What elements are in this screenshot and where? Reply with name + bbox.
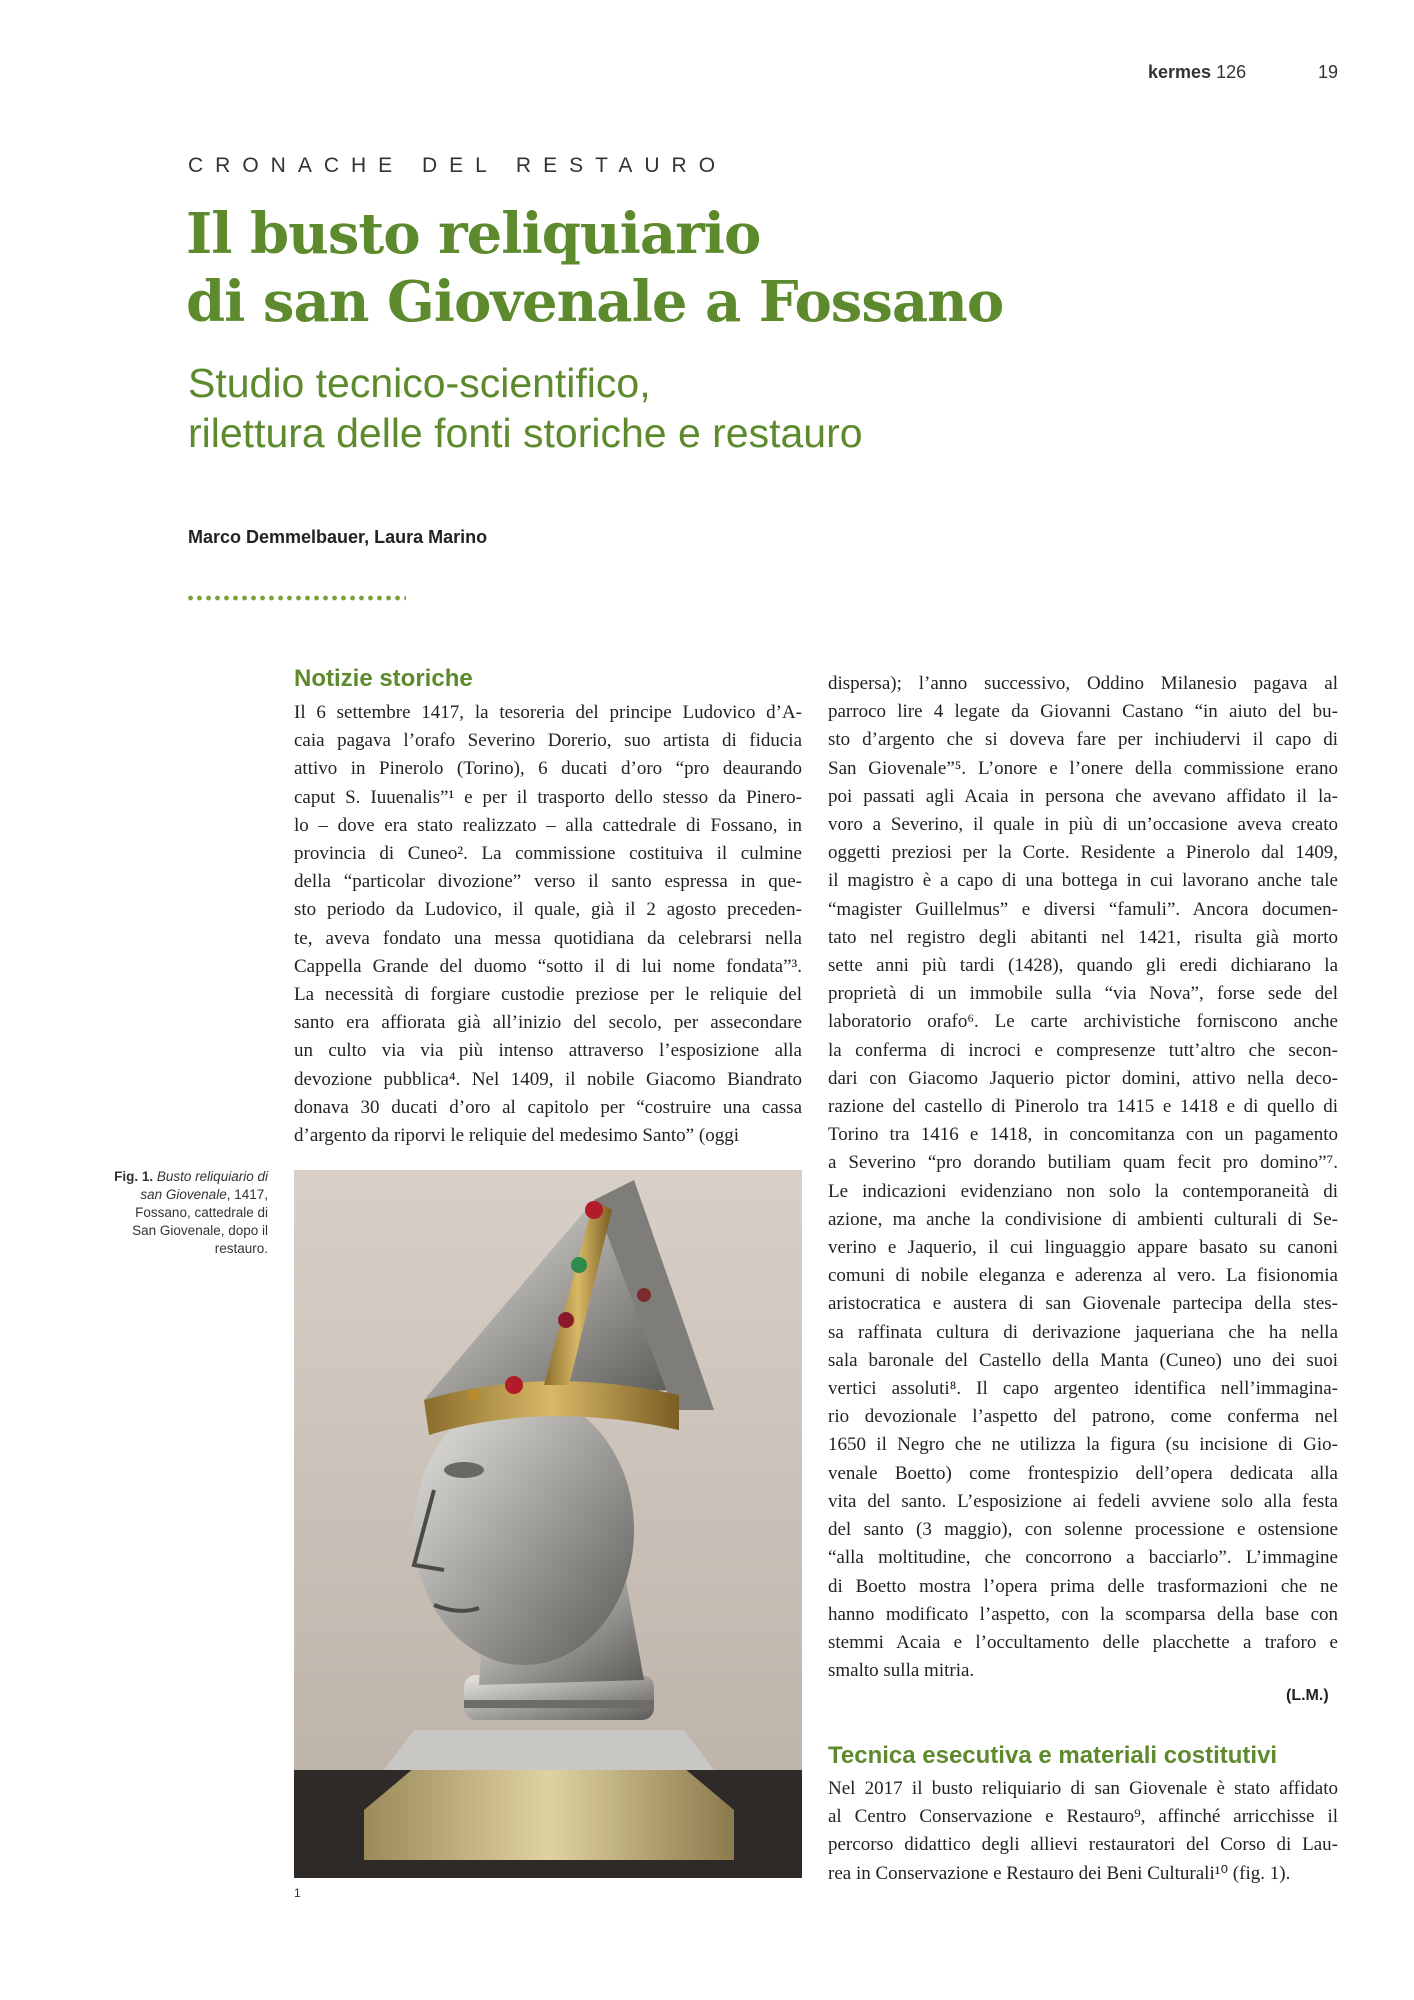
figure-number: 1 (294, 1886, 301, 1900)
text-line: il magistro è a capo di una bottega in cui lavorano anche tale (828, 870, 1338, 892)
text-line: d’argento da riporvi le reliquie del medesimo Santo” (oggi (294, 1125, 739, 1147)
text-line: sette anni più tardi (1428), quando gli eredi dichiarano la (828, 955, 1338, 977)
text-line: oggetti preziosi per la Corte. Residente a Pinerolo dal 1409, (828, 842, 1338, 864)
text-line: aristocratica e austera di san Giovenale partecipa della stes- (828, 1293, 1338, 1315)
text-line: smalto sulla mitria. (828, 1660, 975, 1682)
subtitle-line: rilettura delle fonti storiche e restauro (188, 410, 863, 456)
text-column-right (828, 670, 1338, 1685)
caption-title: Busto reliquiario (156, 1169, 254, 1184)
running-header (1148, 62, 1246, 83)
text-line: di Boetto mostra l’opera prima delle trasformazioni che ne (828, 1575, 1338, 1597)
text-line: donava 30 ducati d’oro al capitolo per “costruire una cassa (294, 1096, 802, 1118)
text-line: tato nel registro degli abitanti nel 1421, risulta già morto (828, 926, 1338, 948)
text-line: sa raffinata cultura di derivazione jaqueriana che ha nella (828, 1321, 1338, 1343)
title-line: Il busto reliquiario (186, 201, 761, 267)
title-line: di san Giovenale a Fossano (186, 269, 1004, 335)
text-line: percorso didattico degli allievi restauratori del Corso di Lau- (828, 1834, 1338, 1856)
text-line: del santo (3 maggio), con solenne processione e ostensione (828, 1519, 1338, 1541)
text-line: sto d’argento che si doveva fare per inchiudervi il capo di (828, 729, 1338, 751)
reliquary-bust-image (294, 1170, 802, 1878)
text-line: caia pagava l’orafo Severino Dorerio, suo artista di fiducia (294, 730, 802, 752)
text-line: hanno modificato l’aspetto, con la scomparsa della base con (828, 1603, 1338, 1625)
text-line: proprietà di un immobile sulla “via Nova”, forse sede del (828, 983, 1338, 1005)
text-line: al Centro Conservazione e Restauro⁹, affinché arricchisse il (828, 1806, 1338, 1828)
figure-caption (108, 1168, 268, 1258)
article-title (186, 200, 1086, 336)
text-line: poi passati agli Acaia in persona che avevano affidato il la- (828, 785, 1338, 807)
text-line: “alla moltitudine, che concorrono a bacciarlo”. L’immagine (828, 1547, 1338, 1569)
text-line: attivo in Pinerolo (Torino), 6 ducati d’oro “pro deaurando (294, 758, 802, 780)
text-line: devozione pubblica⁴. Nel 1409, il nobile Giacomo Biandrato (294, 1068, 802, 1090)
section-heading: Notizie storiche (294, 665, 473, 692)
text-line: un culto via via più intenso attraverso l’esposizione alla (294, 1040, 802, 1062)
article-subtitle (188, 358, 1088, 458)
issue-number: 126 (1216, 62, 1247, 82)
text-line: laboratorio orafo⁶. Le carte archivistiche forniscono anche (828, 1011, 1338, 1033)
text-line: rio devozionale l’aspetto del patrono, come conferma nel (828, 1406, 1338, 1428)
text-line: vita del santo. L’esposizione ai fedeli avviene solo alla festa (828, 1490, 1338, 1512)
text-line: vertici assoluti⁸. Il capo argenteo identifica nell’immagina- (828, 1378, 1338, 1400)
text-line: Torino tra 1416 e 1418, in concomitanza con un pagamento (828, 1124, 1338, 1146)
text-line: della “particolar divozione” verso il santo espressa in que- (294, 871, 802, 893)
caption-text: , 1417, Fossano, cattedrale di San Giovenale, dopo il restauro. (132, 1187, 268, 1256)
text-line: azione, ma anche la condivisione di ambienti culturali di Se- (828, 1208, 1338, 1230)
author-signature: (L.M.) (1286, 1687, 1329, 1704)
text-line: dari con Giacomo Jaquerio pictor domini, attivo nella deco- (828, 1067, 1338, 1089)
text-line: verino e Jaquerio, il cui linguaggio appare basato su canoni (828, 1237, 1338, 1259)
magazine-name: kermes (1148, 62, 1212, 82)
text-line: lo – dove era stato realizzato – alla cattedrale di Fossano, in (294, 814, 802, 836)
section-rubric: CRONACHE DEL RESTAURO (188, 154, 728, 177)
text-line: 1650 il Negro che ne utilizza la figura (su incisione di Gio- (828, 1434, 1338, 1456)
section-heading: Tecnica esecutiva e materiali costitutivi (828, 1742, 1278, 1769)
text-line: La necessità di forgiare custodie preziose per le reliquie del (294, 984, 802, 1006)
text-line: rea in Conservazione e Restauro dei Beni Culturali¹⁰ (fig. 1). (828, 1862, 1291, 1884)
text-line: santo era affiorata già all’inizio del secolo, per assecondare (294, 1012, 802, 1034)
text-line: caput S. Iuuenalis”¹ e per il trasporto dello stesso da Pinero- (294, 786, 802, 808)
text-line: Nel 2017 il busto reliquiario di san Giovenale è stato affidato (828, 1778, 1338, 1799)
text-line: provincia di Cuneo². La commissione costituiva il culmine (294, 843, 802, 865)
figure-label: Fig. 1. (114, 1169, 154, 1184)
text-line: sala baronale del Castello della Manta (Cuneo) uno dei suoi (828, 1349, 1338, 1371)
dotted-divider (186, 594, 406, 602)
text-line: sto periodo da Ludovico, il quale, già il 2 agosto preceden- (294, 899, 802, 921)
text-line: Le indicazioni evidenziano non solo la contemporaneità di (828, 1180, 1338, 1202)
caption-title: di san Giovenale (140, 1169, 268, 1202)
text-line: “magister Guillelmus” e diversi “famuli”. Ancora documen- (828, 898, 1338, 920)
text-line: San Giovenale”⁵. L’onore e l’onere della commissione erano (828, 757, 1338, 779)
text-line: dispersa); l’anno successivo, Oddino Milanesio pagava al (828, 673, 1338, 694)
text-line: parroco lire 4 legate da Giovanni Castano “in aiuto del bu- (828, 701, 1338, 723)
text-line: comuni di nobile eleganza e aderenza al vero. La fisionomia (828, 1265, 1338, 1287)
text-line: te, aveva fondato una messa quotidiana da celebrarsi nella (294, 927, 802, 949)
text-column-section2 (828, 1775, 1338, 1888)
reliquary-photo (294, 1170, 802, 1878)
article-authors: Marco Demmelbauer, Laura Marino (188, 527, 488, 547)
text-line: Cappella Grande del duomo “sotto il di lui nome fondata”³. (294, 955, 802, 977)
text-line: la conferma di incroci e compresenze tutt’altro che secon- (828, 1039, 1338, 1061)
text-line: voro a Severino, il quale in più di un’occasione aveva creato (828, 814, 1338, 836)
text-line: Il 6 settembre 1417, la tesoreria del principe Ludovico d’A- (294, 702, 802, 723)
text-line: razione del castello di Pinerolo tra 1415 e 1418 e di quello di (828, 1096, 1338, 1118)
subtitle-line: Studio tecnico-scientifico, (188, 360, 651, 406)
text-column-left (294, 699, 802, 1150)
text-line: stemmi Acaia e l’occultamento delle placchette a traforo e (828, 1631, 1338, 1653)
text-line: venale Boetto) come frontespizio dell’opera dedicata alla (828, 1462, 1338, 1484)
page-number: 19 (1318, 62, 1339, 82)
text-line: a Severino “pro dorando butiliam quam fecit pro domino”⁷. (828, 1152, 1338, 1174)
